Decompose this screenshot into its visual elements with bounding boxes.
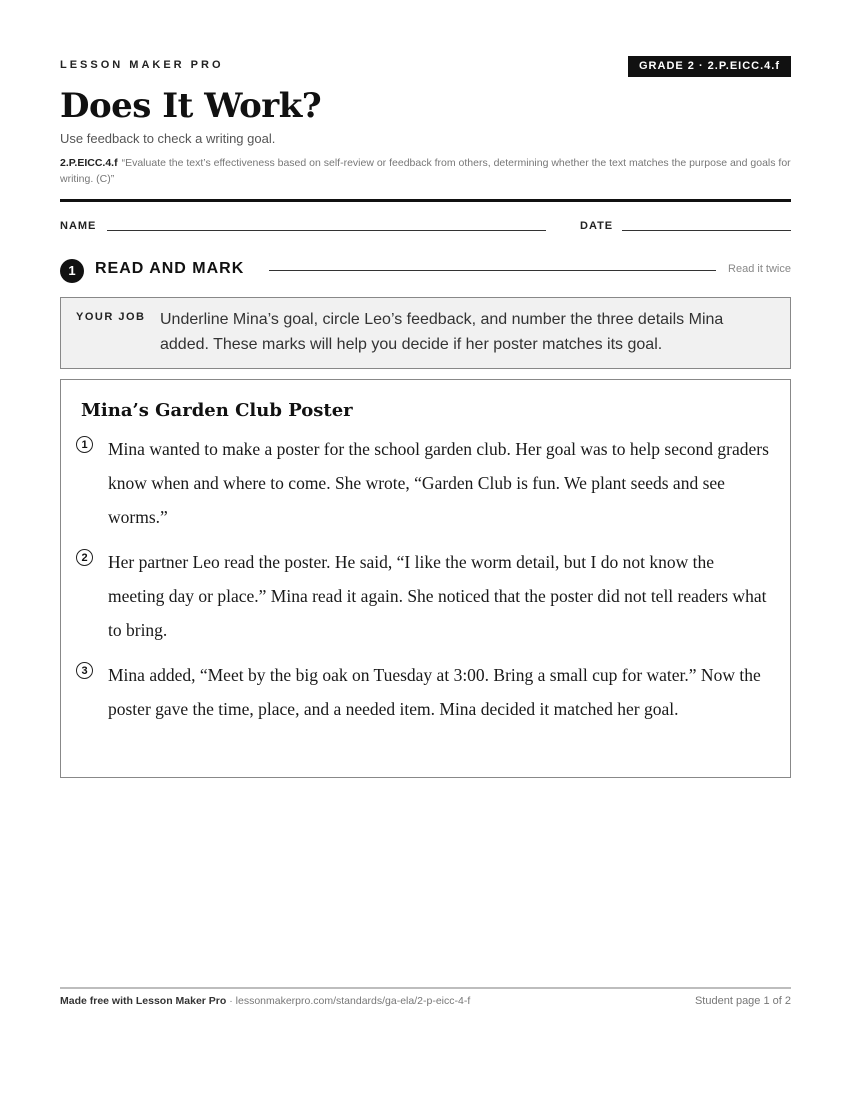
instructions-text: Underline Mina’s goal, circle Leo’s feedback, and number the three details Mina added. These marks will help you decide if her poster matches its goal. xyxy=(160,311,724,353)
name-field[interactable] xyxy=(107,230,546,231)
footer-url[interactable]: · lessonmakerpro.com/standards/ga-ela/2-p-eicc-4-f xyxy=(226,995,471,1007)
footer-divider xyxy=(60,987,791,989)
page-subtitle: Use feedback to check a writing goal. xyxy=(60,131,276,146)
header-divider xyxy=(60,199,791,202)
story-paragraph: Her partner Leo read the poster. He said, “I like the worm detail, but I do not know the meeting day or place.” Mina read it again. She noticed that the poster did not tell readers what to bring. xyxy=(108,552,767,640)
story-title: Mina’s Garden Club Poster xyxy=(81,400,353,421)
section-title: READ AND MARK xyxy=(95,260,245,277)
name-date-row xyxy=(60,219,791,235)
paragraph-number-badge: 3 xyxy=(76,662,93,679)
top-bar xyxy=(60,56,791,80)
page-indicator: Student page 1 of 2 xyxy=(694,995,791,1007)
page-title: Does It Work? xyxy=(60,86,322,126)
brand-name: LESSON MAKER PRO xyxy=(60,59,224,71)
instructions-box xyxy=(60,297,791,369)
section-header xyxy=(60,258,791,282)
date-label: DATE xyxy=(580,220,614,232)
standard-code: 2.P.EICC.4.f xyxy=(60,157,118,169)
worksheet-page xyxy=(60,0,791,1100)
date-field[interactable] xyxy=(622,230,791,231)
story-paragraph: Mina wanted to make a poster for the school garden club. Her goal was to help second graders know when and where to come. She wrote, “Garden Club is fun. We plant seeds and see worms.” xyxy=(108,439,769,527)
paragraph-number-badge: 2 xyxy=(76,549,93,566)
section-note: Read it twice xyxy=(728,263,791,275)
grade-badge: GRADE 2 · 2.P.EICC.4.f xyxy=(628,56,791,77)
name-label: NAME xyxy=(60,220,97,232)
section-divider xyxy=(269,270,716,271)
story-box xyxy=(60,379,791,778)
story-paragraph: Mina added, “Meet by the big oak on Tuesday at 3:00. Bring a small cup for water.” Now the poster gave the time, place, and a needed item. Mina decided it matched her goal. xyxy=(108,665,761,719)
paragraph-number-badge: 1 xyxy=(76,436,93,453)
footer-credit: Made free with Lesson Maker Pro xyxy=(60,995,227,1007)
standard-description xyxy=(60,155,791,187)
footer xyxy=(60,995,791,1007)
instructions-label: YOUR JOB xyxy=(76,311,146,323)
section-number-badge: 1 xyxy=(60,259,84,283)
standard-text: “Evaluate the text’s effectiveness based on self-review or feedback from others, determining whether the text matches the purpose and goals for writing. (C)” xyxy=(60,157,791,185)
